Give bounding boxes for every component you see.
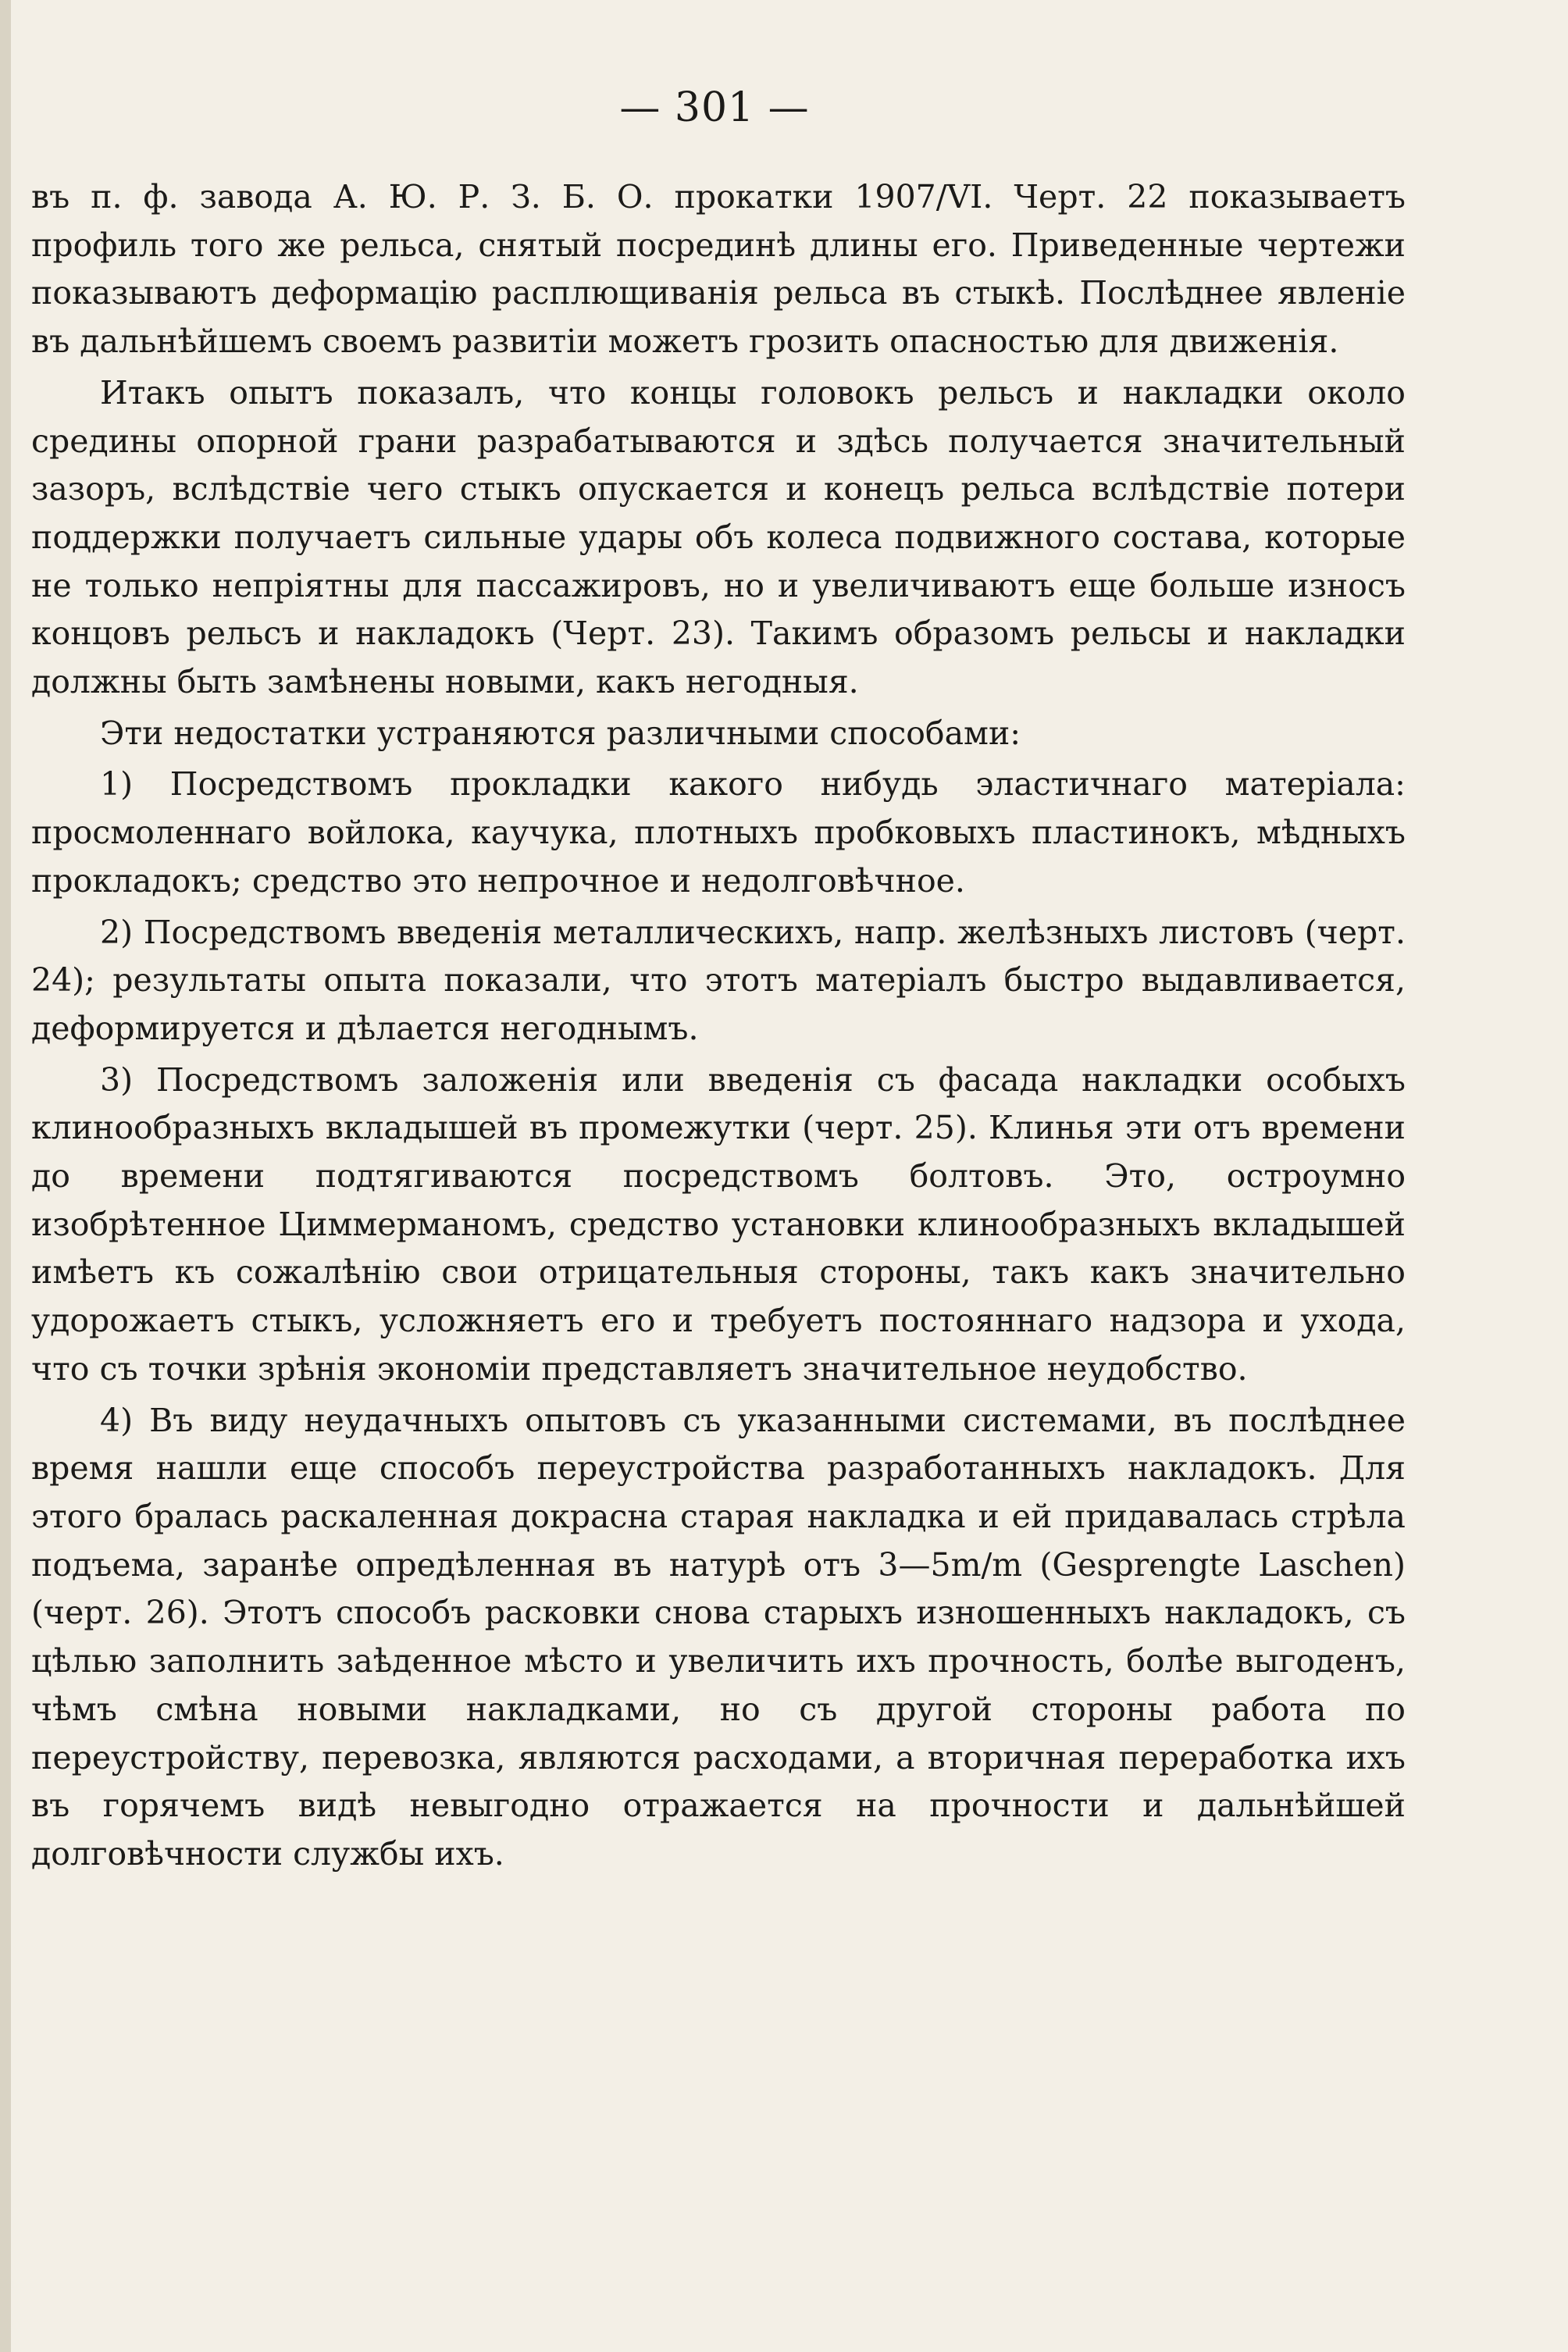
page-number: — 301 —: [619, 84, 810, 131]
paragraph-experience-summary: Итакъ опытъ показалъ, что концы головокъ рельсъ и накладки около средины опорной грани разрабатываются и здѣсь получается значительный зазоръ, вслѣдствіе чего стыкъ опускается и конецъ рельса вслѣдствіе потери поддержки получаетъ сильные удары объ колеса подвижного состава, которые не только непріятны для пассажировъ, но и увеличиваютъ еще больше износъ концовъ рельсъ и накладокъ (Черт. 23). Такимъ образомъ рельсы и накладки должны быть замѣнены новыми, какъ негодныя.: [31, 373, 1406, 701]
paragraph-continuation: въ п. ф. завода А. Ю. Р. З. Б. О. прокатки 1907/VI. Черт. 22 показываетъ профиль того же рельса, снятый посрединѣ длины его. Приведенные чертежи показываютъ деформацію расплющиванія рельса въ стыкѣ. Послѣднее явленіе въ дальнѣйшемъ своемъ развитіи можетъ грозить опасностью для движенія.: [31, 178, 1406, 361]
paragraph-method-4: 4) Въ виду неудачныхъ опытовъ съ указанными системами, въ послѣднее время нашли еще способъ переустройства разработанныхъ накладокъ. Для этого бралась раскаленная докрасна старая накладка и ей придавалась стрѣла подъема, заранѣе опредѣленная въ натурѣ отъ 3—5m/m (Gesprengte Laschen) (черт. 26). Этотъ способъ расковки снова старыхъ изношенныхъ накладокъ, съ цѣлью заполнить заѣденное мѣсто и увеличить ихъ прочность, болѣе выгоденъ, чѣмъ смѣна новыми накладками, но съ другой стороны работа по переустройству, перевозка, являются расходами, а вторичная переработка ихъ въ горячемъ видѣ невыгодно отражается на прочности и дальнѣйшей долговѣчности службы ихъ.: [31, 1401, 1406, 1873]
paragraph-method-1: 1) Посредствомъ прокладки какого нибудь эластичнаго матеріала: просмоленнаго войлока, каучука, плотныхъ пробковыхъ пластинокъ, мѣдныхъ прокладокъ; средство это непрочное и недолговѣчное.: [31, 765, 1406, 900]
paragraph-method-2: 2) Посредствомъ введенія металлическихъ, напр. желѣзныхъ листовъ (черт. 24); результаты опыта показали, что этотъ матеріалъ быстро выдавливается, деформируется и дѣлается негоднымъ.: [31, 913, 1406, 1047]
body-text: [31, 173, 1406, 1879]
paragraph-methods-intro: Эти недостатки устраняются различными способами:: [100, 714, 1021, 752]
paragraph-method-3: 3) Посредствомъ заложенія или введенія съ фасада накладки особыхъ клинообразныхъ вкладышей въ промежутки (черт. 25). Клинья эти отъ времени до времени подтягиваются посредствомъ болтовъ. Это, остроумно изобрѣтенное Циммерманомъ, средство установки клинообразныхъ вкладышей имѣетъ къ сожалѣнію свои отрицательныя стороны, такъ какъ значительно удорожаетъ стыкъ, усложняетъ его и требуетъ постояннаго надзора и ухода, что съ точки зрѣнія экономіи представляетъ значительное неудобство.: [31, 1060, 1406, 1388]
page-gutter-shadow: [0, 0, 11, 2352]
